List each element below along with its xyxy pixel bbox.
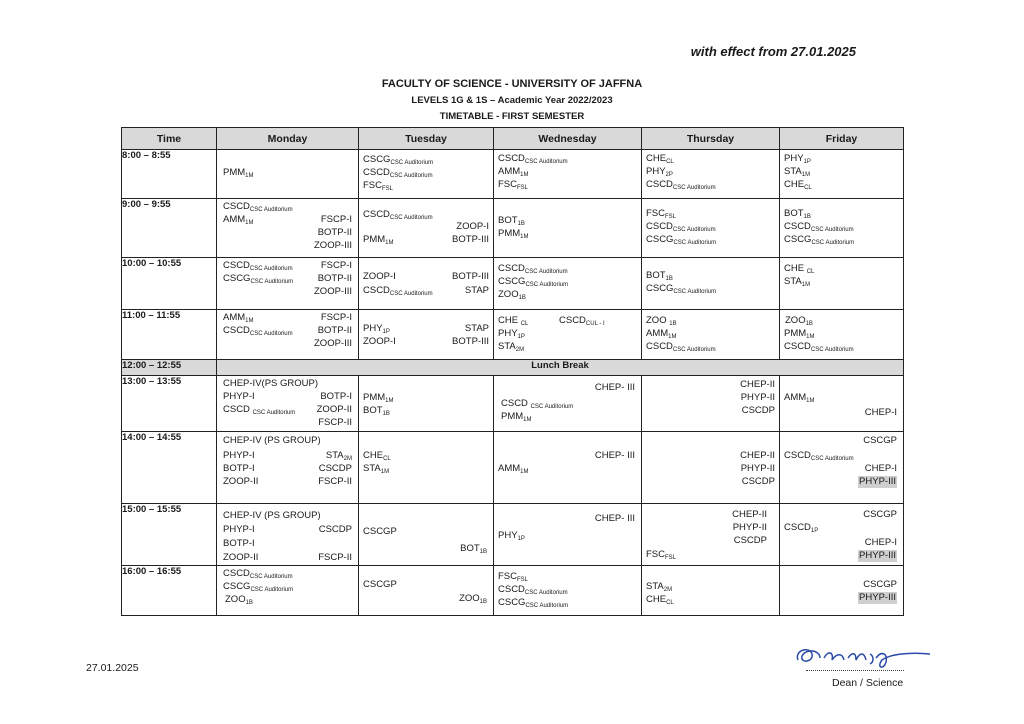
course-entry: PHYP-III — [859, 476, 896, 487]
course-entry: CSCD $_{CSC Auditorium}$ — [501, 398, 574, 410]
course-entry: $PHY_{1P}$ — [784, 153, 811, 165]
venue-subscript: 1M — [245, 318, 254, 324]
course-entry: $CSCG_{CSC Auditorium}$ — [498, 276, 569, 288]
course-entry: BOTP-II — [317, 227, 352, 238]
course-entry: $CSCD_{CSC Auditorium}$ — [646, 179, 716, 191]
cell-tue — [359, 310, 494, 360]
venue-subscript: 1M — [520, 469, 529, 475]
venue-subscript: 1M — [523, 417, 532, 423]
venue-subscript: 1P — [517, 536, 525, 542]
venue-subscript: 1M — [380, 469, 390, 475]
venue-subscript: CSC Auditorium — [249, 266, 293, 272]
venue-subscript: 1B — [805, 321, 813, 327]
cell-thu — [642, 504, 780, 566]
venue-subscript: FSL — [665, 214, 677, 220]
course-entry: CHEP-II — [740, 379, 775, 390]
course-entry: STAP — [464, 285, 489, 296]
course-entry: PHYP-III — [859, 592, 896, 603]
venue-subscript: CSC Auditorium — [390, 160, 434, 166]
venue-subscript: 1B — [803, 214, 811, 220]
venue-subscript: CL — [520, 321, 529, 327]
course-entry: $CSCG_{CSC Auditorium}$ — [223, 581, 294, 593]
time-slot: 9:00 – 9:55 — [122, 199, 217, 258]
cell-mon — [217, 504, 359, 566]
course-entry: PHYP-III — [859, 550, 896, 561]
course-entry: STAP — [464, 323, 489, 334]
cell-mon — [217, 150, 359, 199]
course-entry: CSCDP — [318, 524, 352, 535]
venue-subscript: CSC Auditorium — [525, 603, 569, 609]
venue-subscript: CUL - I — [585, 321, 605, 327]
time-slot: 15:00 – 15:55 — [122, 504, 217, 566]
venue-subscript: 1B — [245, 600, 253, 606]
cell-mon — [217, 432, 359, 504]
course-entry: CHEP- III — [594, 382, 635, 393]
cell-wed — [494, 504, 642, 566]
course-entry: $CSCD_{CSC Auditorium}$ — [223, 325, 293, 337]
course-entry: BOTP-III — [452, 271, 489, 282]
venue-subscript: 1M — [520, 234, 529, 240]
course-entry: CSCDP — [741, 405, 775, 416]
levels-subtitle: LEVELS 1G & 1S – Academic Year 2022/2023 — [411, 95, 613, 106]
course-entry: ZOOP-I — [456, 221, 489, 232]
course-entry: $CSCG_{CSC Auditorium}$ — [646, 283, 717, 295]
course-entry: CHEP-I — [864, 463, 897, 474]
venue-subscript: 1B — [479, 549, 487, 555]
effective-date: with effect from 27.01.2025 — [690, 44, 856, 59]
course-entry: $STA_{2M}$ — [646, 581, 673, 593]
course-entry: $STA_{2M}$ — [498, 341, 525, 353]
course-entry: CHEP-I — [864, 407, 897, 418]
venue-subscript: CSC Auditorium — [524, 269, 568, 275]
course-entry: ZOOP-I — [363, 271, 396, 282]
cell-fri — [780, 258, 904, 310]
col-header-friday: Friday — [780, 128, 904, 150]
course-entry: $ZOO_{1B}$ — [459, 593, 487, 605]
course-entry: $CSCD_{CSC Auditorium}$ — [646, 221, 716, 233]
course-entry: PHYP-II — [740, 392, 775, 403]
cell-mon — [217, 566, 359, 616]
course-entry: CSCD $_{CSC Auditorium}$ — [223, 404, 296, 416]
cell-tue — [359, 258, 494, 310]
course-entry: $CSCG_{CSC Auditorium}$ — [498, 597, 569, 609]
venue-subscript: 1B — [479, 599, 487, 605]
venue-subscript: CSC Auditorium — [672, 227, 716, 233]
venue-subscript: CL — [666, 600, 674, 606]
course-entry: $STA_{1M}$ — [784, 276, 811, 288]
course-entry: $CSCD_{CSC Auditorium}$ — [223, 260, 293, 272]
course-entry: FSCP-II — [318, 552, 352, 563]
course-entry: CSCGP — [363, 526, 397, 537]
cell-mon — [217, 310, 359, 360]
course-entry: FSCP-I — [320, 214, 352, 225]
venue-subscript: 1M — [385, 240, 394, 246]
venue-subscript: CSC Auditorium — [249, 331, 293, 337]
course-entry: ZOO $_{1B}$ — [646, 315, 677, 327]
cell-thu — [642, 310, 780, 360]
venue-subscript: 1M — [806, 398, 815, 404]
venue-subscript: 1P — [803, 159, 811, 165]
signature-image — [790, 640, 940, 672]
venue-subscript: CL — [806, 269, 815, 275]
venue-subscript: CSC Auditorium — [252, 410, 296, 416]
course-entry: $CSCD_{CSC Auditorium}$ — [498, 584, 568, 596]
venue-subscript: CSC Auditorium — [249, 207, 293, 213]
venue-subscript: CL — [666, 159, 674, 165]
cell-tue — [359, 376, 494, 432]
cell-mon — [217, 376, 359, 432]
course-entry: $CHE_{CL}$ — [646, 594, 674, 606]
venue-subscript: 1M — [520, 172, 529, 178]
course-entry: $CSCD_{CSC Auditorium}$ — [646, 341, 716, 353]
course-entry: ZOOP-II — [316, 404, 352, 415]
signatory-title: Dean / Science — [832, 677, 904, 689]
course-entry: BOTP-I — [223, 538, 255, 549]
venue-subscript: CSC Auditorium — [524, 159, 568, 165]
cell-wed — [494, 566, 642, 616]
time-slot: 10:00 – 10:55 — [122, 258, 217, 310]
course-entry: $CSCG_{CSC Auditorium}$ — [363, 154, 434, 166]
table-row — [122, 310, 904, 360]
course-entry: $BOT_{1B}$ — [646, 270, 673, 282]
course-entry: $AMM_{1M}$ — [646, 328, 677, 340]
faculty-title: FACULTY OF SCIENCE - UNIVERSITY OF JAFFNA — [381, 78, 643, 90]
course-entry: $STA_{2M}$ — [325, 450, 352, 462]
table-row — [122, 199, 904, 258]
venue-subscript: 1M — [385, 398, 394, 404]
course-entry: $AMM_{1M}$ — [223, 214, 254, 226]
course-entry: $CHE_{CL}$ — [363, 450, 391, 462]
venue-subscript: CSC Auditorium — [810, 347, 854, 353]
course-entry: PHYP-II — [740, 463, 775, 474]
col-header-thursday: Thursday — [642, 128, 780, 150]
course-entry: PHYP-I — [223, 391, 255, 402]
course-entry: $PMM_{1M}$ — [363, 392, 394, 404]
course-entry: CHEP-IV(PS GROUP) — [223, 378, 319, 389]
course-entry: $STA_{1M}$ — [363, 463, 390, 475]
cell-wed — [494, 258, 642, 310]
cell-thu — [642, 566, 780, 616]
course-entry: $CSCD_{CUL - I}$ — [559, 315, 605, 327]
cell-wed — [494, 432, 642, 504]
course-entry: CHEP-I — [864, 537, 897, 548]
venue-subscript: CSC Auditorium — [250, 587, 294, 593]
course-entry: $BOT_{1B}$ — [363, 405, 390, 417]
venue-subscript: 1B — [665, 276, 673, 282]
course-entry: $FSC_{FSL}$ — [498, 179, 529, 191]
venue-subscript: CSC Auditorium — [250, 279, 294, 285]
course-entry: $PHY_{1P}$ — [498, 530, 525, 542]
course-entry: $CSCD_{CSC Auditorium}$ — [784, 450, 854, 462]
cell-fri — [780, 376, 904, 432]
venue-subscript: CSC Auditorium — [811, 240, 855, 246]
venue-subscript: CSC Auditorium — [524, 590, 568, 596]
time-slot: 16:00 – 16:55 — [122, 566, 217, 616]
course-entry: PHYP-II — [732, 522, 767, 533]
course-entry: $CSCD_{CSC Auditorium}$ — [784, 221, 854, 233]
table-row — [122, 504, 904, 566]
cell-tue — [359, 150, 494, 199]
venue-subscript: CSC Auditorium — [673, 240, 717, 246]
course-entry: PHYP-I — [223, 450, 255, 461]
cell-fri — [780, 150, 904, 199]
table-row — [122, 566, 904, 616]
venue-subscript: 1M — [801, 172, 811, 178]
venue-subscript: 1M — [245, 220, 254, 226]
course-entry: ZOOP-I — [363, 336, 396, 347]
col-header-monday: Monday — [217, 128, 359, 150]
course-entry: FSCP-I — [320, 312, 352, 323]
course-entry: $PMM_{1M}$ — [784, 328, 815, 340]
cell-fri — [780, 566, 904, 616]
course-entry: $AMM_{1M}$ — [223, 312, 254, 324]
venue-subscript: 2M — [515, 347, 525, 353]
course-entry: $FSC_{FSL}$ — [498, 571, 529, 583]
lunch-break-label: Lunch Break — [217, 360, 904, 376]
course-entry: BOTP-III — [452, 336, 489, 347]
cell-wed — [494, 310, 642, 360]
course-entry: $BOT_{1B}$ — [498, 215, 525, 227]
course-entry: CSCGP — [863, 579, 897, 590]
venue-subscript: 2P — [665, 172, 673, 178]
col-header-time: Time — [122, 128, 217, 150]
course-entry: CHEP- III — [594, 513, 635, 524]
course-entry: $BOT_{1B}$ — [460, 543, 487, 555]
cell-thu — [642, 150, 780, 199]
venue-subscript: 1M — [801, 282, 811, 288]
course-entry: FSCP-I — [320, 260, 352, 271]
course-entry: BOTP-I — [223, 463, 255, 474]
lunch-row — [122, 360, 904, 376]
venue-subscript: CL — [383, 456, 391, 462]
time-slot: 11:00 – 11:55 — [122, 310, 217, 360]
course-entry: $CSCD_{CSC Auditorium}$ — [498, 263, 568, 275]
course-entry: $CSCG_{CSC Auditorium}$ — [784, 234, 855, 246]
table-row — [122, 376, 904, 432]
footer-date: 27.01.2025 — [86, 662, 139, 674]
course-entry: $PHY_{1P}$ — [363, 323, 390, 335]
col-header-tuesday: Tuesday — [359, 128, 494, 150]
timetable-subtitle: TIMETABLE - FIRST SEMESTER — [439, 111, 585, 122]
cell-tue — [359, 566, 494, 616]
course-entry: ZOOP-II — [223, 552, 259, 563]
table-row — [122, 150, 904, 199]
venue-subscript: CSC Auditorium — [249, 574, 293, 580]
course-entry: ZOOP-III — [314, 338, 352, 349]
venue-subscript: 1M — [668, 334, 677, 340]
course-entry: ZOOP-II — [223, 476, 259, 487]
course-entry: $PHY_{1P}$ — [498, 328, 525, 340]
venue-subscript: 1M — [806, 334, 815, 340]
cell-tue — [359, 432, 494, 504]
course-entry: $BOT_{1B}$ — [784, 208, 811, 220]
time-slot: 14:00 – 14:55 — [122, 432, 217, 504]
venue-subscript: 2M — [663, 587, 673, 593]
venue-subscript: CSC Auditorium — [810, 456, 854, 462]
venue-subscript: CSC Auditorium — [672, 185, 716, 191]
course-entry: $CSCG_{CSC Auditorium}$ — [223, 273, 294, 285]
course-entry: CHE $_{CL}$ — [784, 263, 815, 275]
course-entry: $CSCD_{CSC Auditorium}$ — [363, 285, 433, 297]
time-slot: 12:00 – 12:55 — [122, 360, 217, 376]
cell-wed — [494, 199, 642, 258]
course-entry: CSCGP — [863, 509, 897, 520]
course-entry: $AMM_{1M}$ — [498, 463, 529, 475]
venue-subscript: CSC Auditorium — [389, 173, 433, 179]
time-slot: 13:00 – 13:55 — [122, 376, 217, 432]
venue-subscript: FSL — [665, 555, 677, 561]
venue-subscript: 1P — [382, 329, 390, 335]
cell-mon — [217, 258, 359, 310]
venue-subscript: FSL — [382, 186, 394, 192]
course-entry: CHEP- III — [594, 450, 635, 461]
course-entry: $CSCD_{CSC Auditorium}$ — [223, 568, 293, 580]
cell-wed — [494, 150, 642, 199]
cell-fri — [780, 504, 904, 566]
course-entry: $CSCD_{CSC Auditorium}$ — [498, 153, 568, 165]
signature-line — [806, 670, 904, 671]
course-entry: FSCP-II — [318, 417, 352, 428]
table-row — [122, 258, 904, 310]
course-entry: CSCDP — [318, 463, 352, 474]
course-entry: BOTP-II — [317, 273, 352, 284]
course-entry: $CSCD_{CSC Auditorium}$ — [363, 167, 433, 179]
cell-thu — [642, 199, 780, 258]
course-entry: CHEP-II — [740, 450, 775, 461]
course-entry: BOTP-I — [320, 391, 352, 402]
course-entry: CHEP-IV (PS GROUP) — [223, 510, 321, 521]
cell-fri — [780, 310, 904, 360]
venue-subscript: CSC Auditorium — [810, 227, 854, 233]
col-header-wednesday: Wednesday — [494, 128, 642, 150]
course-entry: $PMM_{1M}$ — [501, 411, 532, 423]
venue-subscript: 1P — [517, 334, 525, 340]
cell-thu — [642, 376, 780, 432]
course-entry: $STA_{1M}$ — [784, 166, 811, 178]
course-entry: CSCGP — [363, 579, 397, 590]
course-entry: CSCDP — [741, 476, 775, 487]
cell-fri — [780, 432, 904, 504]
course-entry: $AMM_{1M}$ — [784, 392, 815, 404]
cell-wed — [494, 376, 642, 432]
cell-tue — [359, 199, 494, 258]
course-entry: $PMM_{1M}$ — [498, 228, 529, 240]
venue-subscript: 2M — [343, 456, 352, 462]
cell-thu — [642, 258, 780, 310]
timetable — [121, 127, 904, 616]
venue-subscript: CL — [804, 185, 812, 191]
course-entry: $CHE_{CL}$ — [784, 179, 812, 191]
course-entry: $ZOO_{1B}$ — [785, 315, 813, 327]
course-entry: CHEP-IV (PS GROUP) — [223, 435, 321, 446]
venue-subscript: FSL — [517, 185, 529, 191]
course-entry: $PHY_{2P}$ — [646, 166, 673, 178]
venue-subscript: CSC Auditorium — [389, 291, 433, 297]
course-entry: ZOOP-III — [314, 286, 352, 297]
course-entry: $CSCD_{CSC Auditorium}$ — [784, 341, 854, 353]
course-entry: $CSCG_{CSC Auditorium}$ — [646, 234, 717, 246]
cell-mon — [217, 199, 359, 258]
venue-subscript: FSL — [517, 577, 529, 583]
course-entry: BOTP-III — [452, 234, 489, 245]
venue-subscript: CSC Auditorium — [672, 347, 716, 353]
course-entry: $AMM_{1M}$ — [498, 166, 529, 178]
course-entry: $CSCD_{CSC Auditorium}$ — [363, 209, 433, 221]
venue-subscript: CSC Auditorium — [673, 289, 717, 295]
course-entry: BOTP-II — [317, 325, 352, 336]
course-entry: CSCGP — [863, 435, 897, 446]
course-entry: PHYP-I — [223, 524, 255, 535]
venue-subscript: CSC Auditorium — [389, 215, 433, 221]
venue-subscript: 1B — [518, 295, 526, 301]
venue-subscript: 1B — [669, 321, 677, 327]
course-entry: CHEP-II — [732, 509, 767, 520]
course-entry: CHE $_{CL}$ — [498, 315, 529, 327]
venue-subscript: 1P — [810, 528, 819, 534]
cell-thu — [642, 432, 780, 504]
course-entry: $PMM_{1M}$ — [363, 234, 394, 246]
time-slot: 8:00 – 8:55 — [122, 150, 217, 199]
header-row — [122, 128, 904, 150]
course-entry: $PMM_{1M}$ — [223, 167, 254, 179]
course-entry: $ZOO_{1B}$ — [498, 289, 526, 301]
venue-subscript: 1M — [245, 173, 254, 179]
venue-subscript: CSC Auditorium — [530, 404, 574, 410]
course-entry: ZOOP-III — [314, 240, 352, 251]
course-entry: $FSC_{FSL}$ — [363, 180, 394, 192]
course-entry: $CSCD_{1P}$ — [784, 522, 819, 534]
course-entry: $FSC_{FSL}$ — [646, 208, 677, 220]
cell-tue — [359, 504, 494, 566]
venue-subscript: 1B — [382, 411, 390, 417]
table-row — [122, 432, 904, 504]
course-entry: CSCDP — [733, 535, 767, 546]
course-entry: FSCP-II — [318, 476, 352, 487]
course-entry: $CHE_{CL}$ — [646, 153, 674, 165]
cell-fri — [780, 199, 904, 258]
course-entry: $ZOO_{1B}$ — [225, 594, 253, 606]
course-entry: $CSCD_{CSC Auditorium}$ — [223, 201, 293, 213]
venue-subscript: CSC Auditorium — [525, 282, 569, 288]
venue-subscript: 1B — [517, 221, 525, 227]
course-entry: $FSC_{FSL}$ — [646, 549, 677, 561]
